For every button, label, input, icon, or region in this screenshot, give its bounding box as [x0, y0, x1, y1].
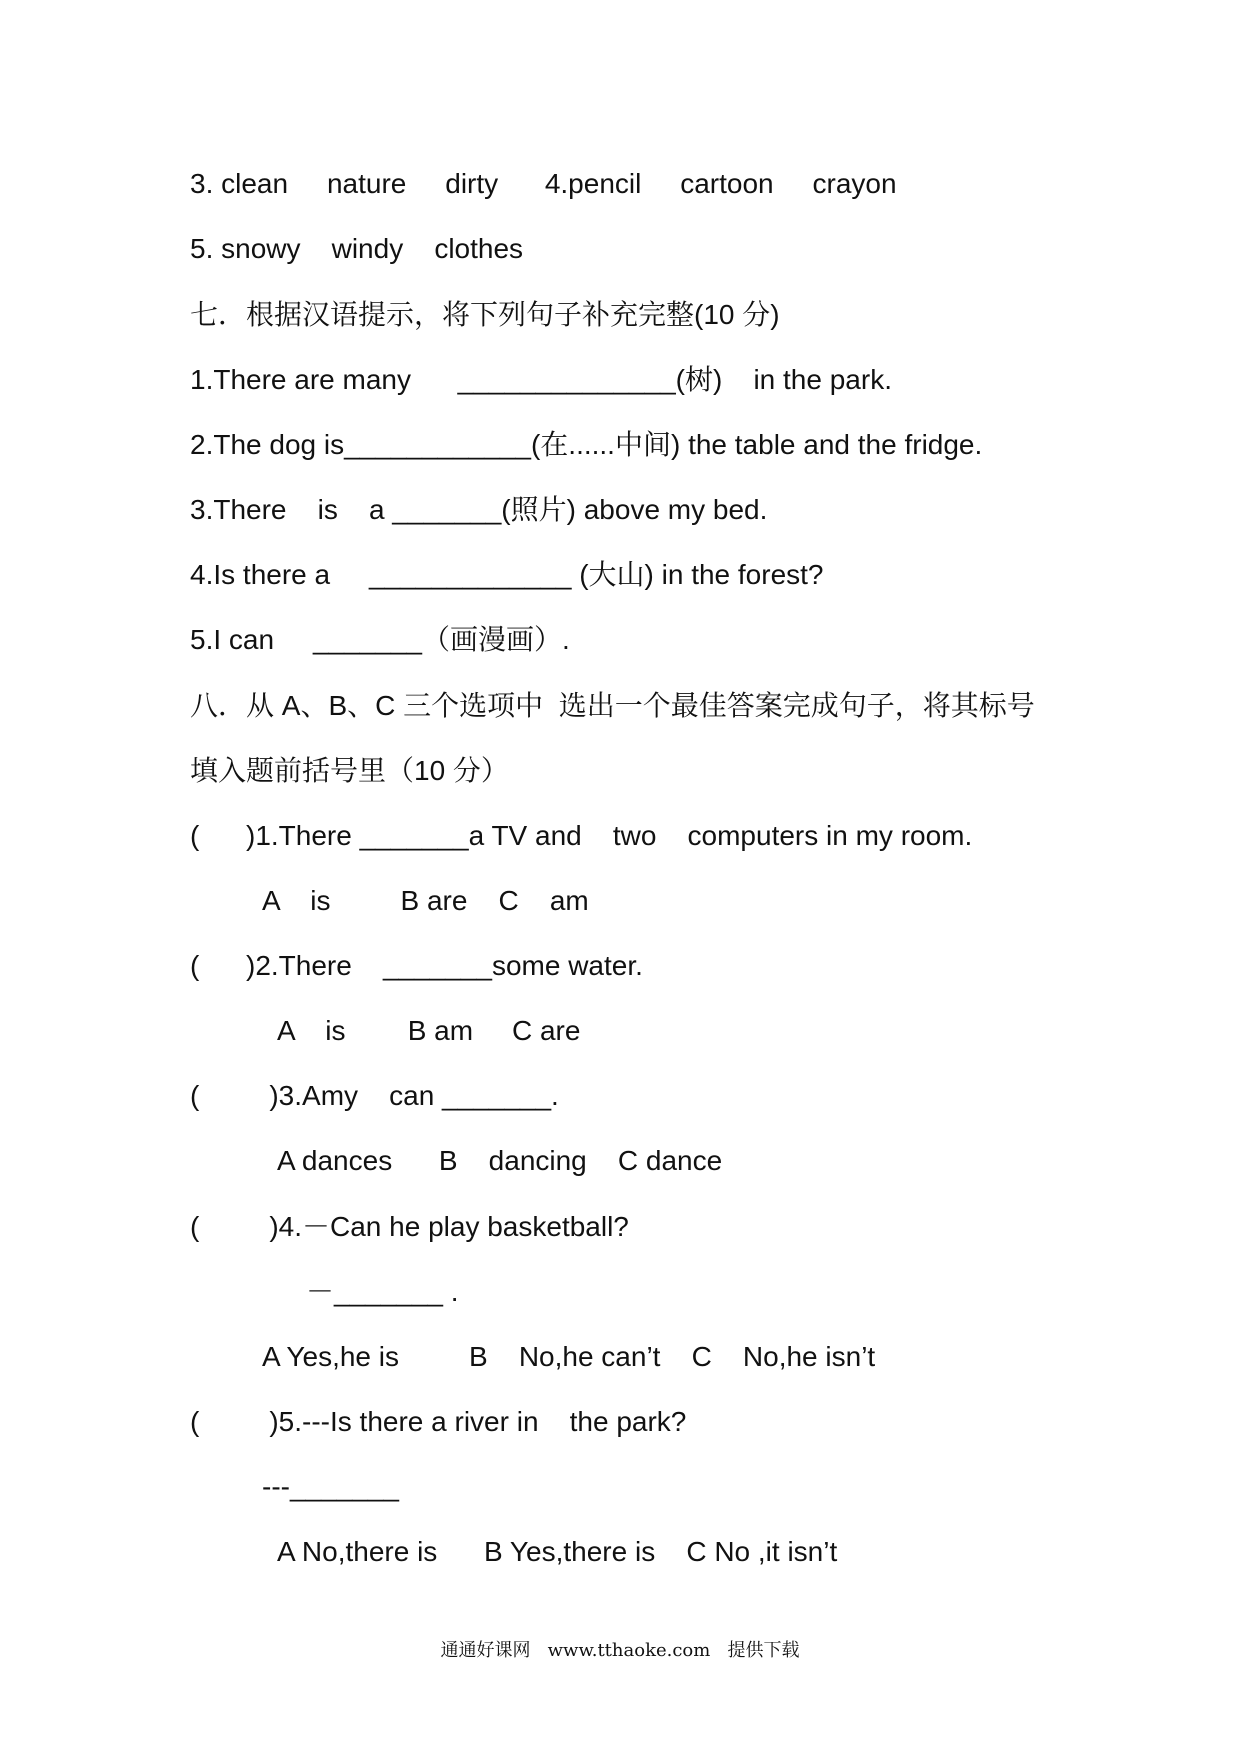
section-7-heading: 七．根据汉语提示，将下列句子补充完整(10 分) [190, 299, 780, 330]
line-vocab-5: 5. snowy windy clothes [190, 233, 524, 264]
section-7-item-2: 2.The dog is____________(在......中间) the table and the fridge. [190, 429, 983, 460]
section-7-item-4: 4.Is there a _____________ (大山) in the forest? [190, 559, 824, 590]
section-8-q4-options: A Yes,he is B No,he can’t C No,he isn’t [262, 1341, 876, 1372]
section-8-q5-options: A No,there is B Yes,there is C No ,it isn’t [277, 1536, 838, 1567]
section-8-q5: ( )5.---Is there a river in the park? [190, 1406, 687, 1437]
footer-watermark: 通通好课网 www.tthaoke.com 提供下载 [440, 1640, 800, 1661]
section-8-q3: ( )3.Amy can _______. [190, 1080, 559, 1111]
section-8-q5-answer: ---_______ [262, 1471, 399, 1502]
section-7-item-3: 3.There is a _______(照片) above my bed. [190, 494, 768, 525]
line-vocab-3-4: 3. clean nature dirty 4.pencil cartoon crayon [190, 168, 897, 199]
section-8-q1-options: A is B are C am [262, 885, 589, 916]
section-8-heading-cont: 填入题前括号里（10 分） [190, 755, 509, 786]
section-8-q3-options: A dances B dancing C dance [277, 1145, 723, 1176]
section-8-heading: 八．从 A、B、C 三个选项中 选出一个最佳答案完成句子，将其标号 [190, 690, 1035, 721]
section-7-item-1: 1.There are many ______________(树) in the park. [190, 364, 892, 395]
section-7-item-5: 5.I can _______（画漫画）. [190, 624, 570, 655]
section-8-q2-options: A is B am C are [277, 1015, 581, 1046]
section-8-q4: ( )4.－Can he play basketball? [190, 1211, 629, 1242]
section-8-q1: ( )1.There _______a TV and two computers in my room. [190, 820, 973, 851]
section-8-q2: ( )2.There _______some water. [190, 950, 643, 981]
section-8-q4-answer: －_______ . [306, 1276, 459, 1307]
